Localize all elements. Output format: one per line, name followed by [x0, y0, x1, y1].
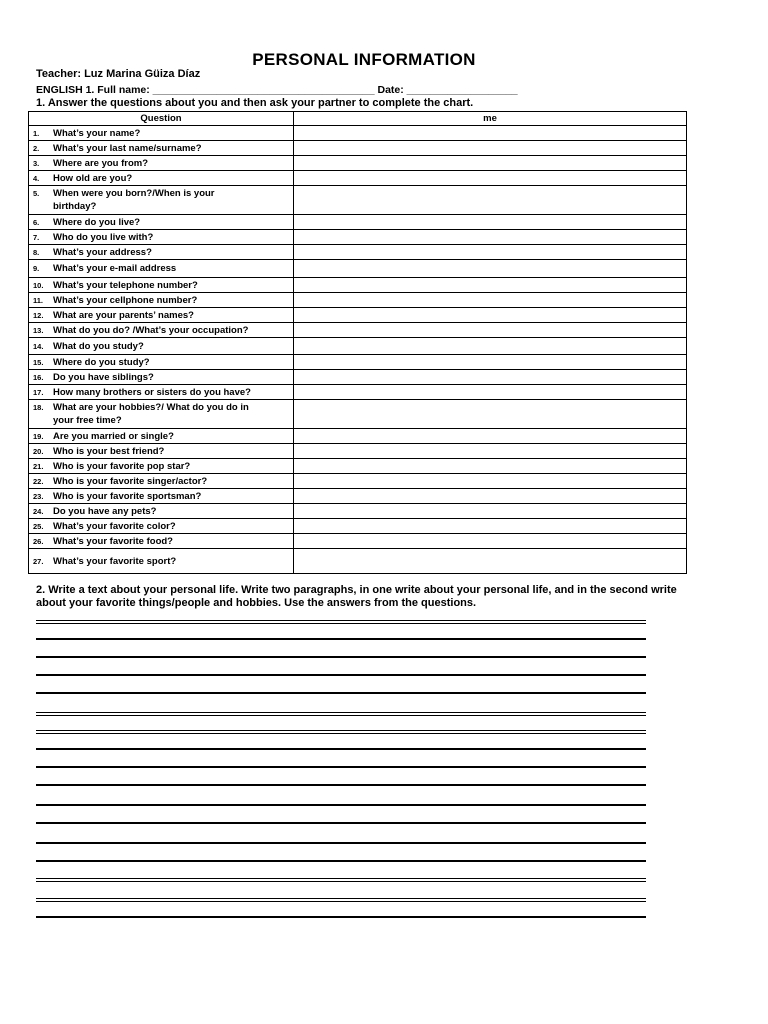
writing-line[interactable] — [36, 804, 646, 806]
table-row — [29, 549, 687, 574]
question-text: What’s your telephone number? — [53, 279, 198, 291]
question-text: What are your hobbies?/ What do you do in — [53, 402, 249, 413]
question-text-continued: your free time? — [53, 415, 122, 426]
question-number: 13. — [33, 325, 44, 335]
answer-cell[interactable] — [294, 549, 687, 574]
question-number: 18. — [33, 403, 44, 412]
table-row — [29, 308, 687, 323]
question-cell — [29, 534, 294, 549]
answer-cell[interactable] — [294, 519, 687, 534]
question-cell — [29, 355, 294, 370]
question-number: 14. — [33, 341, 44, 351]
question-number: 22. — [33, 476, 44, 486]
question-cell — [29, 230, 294, 245]
question-text: Are you married or single? — [53, 430, 174, 442]
table-row — [29, 504, 687, 519]
writing-line[interactable] — [36, 692, 646, 694]
answer-cell[interactable] — [294, 323, 687, 338]
answer-cell[interactable] — [294, 534, 687, 549]
question-number: 6. — [33, 217, 40, 227]
table-row — [29, 400, 687, 429]
section2-instruction: 2. Write a text about your personal life. Write two paragraphs, in one write about your personal life, and in the second write about your favorite things/people and hobbies. Use the answers from the questions. — [36, 584, 677, 609]
question-number: 5. — [33, 189, 40, 198]
answer-cell[interactable] — [294, 245, 687, 260]
answer-cell[interactable] — [294, 429, 687, 444]
writing-line[interactable] — [36, 860, 646, 862]
writing-line[interactable] — [36, 712, 646, 713]
question-number: 21. — [33, 461, 44, 471]
question-text-continued: birthday? — [53, 201, 97, 212]
table-row — [29, 459, 687, 474]
question-number: 10. — [33, 280, 44, 290]
question-number: 11. — [33, 295, 44, 305]
writing-line[interactable] — [36, 638, 646, 640]
question-text: When were you born?/When is your — [53, 188, 215, 199]
question-text: Who do you live with? — [53, 231, 154, 243]
answer-cell[interactable] — [294, 504, 687, 519]
question-number: 16. — [33, 372, 44, 382]
question-text: What’s your favorite food? — [53, 535, 173, 547]
question-number: 19. — [33, 431, 44, 441]
table-row — [29, 429, 687, 444]
answer-cell[interactable] — [294, 474, 687, 489]
question-cell — [29, 141, 294, 156]
question-cell — [29, 385, 294, 400]
table-row — [29, 171, 687, 186]
question-text: How old are you? — [53, 172, 133, 184]
answer-cell[interactable] — [294, 400, 687, 429]
answer-cell[interactable] — [294, 156, 687, 171]
answer-cell[interactable] — [294, 141, 687, 156]
table-row — [29, 245, 687, 260]
question-cell — [29, 489, 294, 504]
answer-cell[interactable] — [294, 126, 687, 141]
writing-line[interactable] — [36, 842, 646, 844]
personal-info-table — [28, 111, 687, 574]
table-row — [29, 385, 687, 400]
question-text: Do you have any pets? — [53, 505, 157, 517]
answer-cell[interactable] — [294, 171, 687, 186]
question-cell — [29, 308, 294, 323]
question-number: 27. — [33, 556, 44, 566]
page-title: PERSONAL INFORMATION — [252, 50, 476, 69]
question-cell — [29, 429, 294, 444]
answer-cell[interactable] — [294, 186, 687, 215]
table-row — [29, 186, 687, 215]
question-number: 25. — [33, 521, 44, 531]
answer-cell[interactable] — [294, 338, 687, 355]
writing-line[interactable] — [36, 730, 646, 731]
table-row — [29, 156, 687, 171]
question-cell — [29, 278, 294, 293]
question-text: What are your parents’ names? — [53, 309, 194, 321]
answer-cell[interactable] — [294, 278, 687, 293]
question-text: Who is your best friend? — [53, 445, 165, 457]
question-text: What do you do? /What’s your occupation? — [53, 324, 249, 336]
question-text: Who is your favorite pop star? — [53, 460, 191, 472]
table-row — [29, 141, 687, 156]
table-row — [29, 444, 687, 459]
question-number: 3. — [33, 158, 40, 168]
question-cell — [29, 370, 294, 385]
question-number: 2. — [33, 143, 40, 153]
table-row — [29, 230, 687, 245]
table-body — [29, 126, 687, 574]
question-text: What’s your e-mail address — [53, 263, 177, 274]
answer-cell[interactable] — [294, 355, 687, 370]
question-cell — [29, 444, 294, 459]
question-cell — [29, 156, 294, 171]
question-number: 26. — [33, 536, 44, 546]
question-cell — [29, 400, 294, 429]
table-row — [29, 260, 687, 278]
question-cell — [29, 293, 294, 308]
writing-line[interactable] — [36, 766, 646, 768]
question-cell — [29, 338, 294, 355]
answer-cell[interactable] — [294, 444, 687, 459]
table-row — [29, 293, 687, 308]
answer-cell[interactable] — [294, 385, 687, 400]
teacher-line: Teacher: Luz Marina Güiza Díaz — [36, 68, 201, 80]
answer-cell[interactable] — [294, 293, 687, 308]
question-text: Where are you from? — [53, 157, 149, 169]
table-row — [29, 126, 687, 141]
table-row — [29, 215, 687, 230]
question-cell — [29, 186, 294, 215]
answer-cell[interactable] — [294, 459, 687, 474]
writing-line[interactable] — [36, 784, 646, 786]
table-header-row — [29, 112, 687, 126]
question-text: What’s your cellphone number? — [53, 294, 198, 306]
column-header-me: me — [294, 112, 687, 126]
question-text: Where do you study? — [53, 356, 150, 368]
question-cell — [29, 549, 294, 574]
writing-line[interactable] — [36, 620, 646, 621]
question-number: 20. — [33, 446, 44, 456]
question-text: Who is your favorite sportsman? — [53, 490, 202, 502]
column-header-question: Question — [29, 112, 294, 126]
question-text: How many brothers or sisters do you have? — [53, 386, 251, 398]
question-number: 8. — [33, 247, 40, 257]
table-row — [29, 519, 687, 534]
question-number: 23. — [33, 491, 44, 501]
question-cell — [29, 215, 294, 230]
answer-cell[interactable] — [294, 230, 687, 245]
question-number: 15. — [33, 357, 44, 367]
answer-cell[interactable] — [294, 370, 687, 385]
table-row — [29, 534, 687, 549]
question-cell — [29, 260, 294, 278]
answer-cell[interactable] — [294, 260, 687, 278]
answer-cell[interactable] — [294, 215, 687, 230]
question-cell — [29, 171, 294, 186]
question-text: What’s your favorite sport? — [53, 555, 177, 567]
question-text: What do you study? — [53, 340, 144, 352]
question-text: Who is your favorite singer/actor? — [53, 475, 208, 487]
question-text: What’s your favorite color? — [53, 520, 176, 532]
question-text: Where do you live? — [53, 216, 141, 228]
question-number: 17. — [33, 387, 44, 397]
writing-line[interactable] — [36, 822, 646, 824]
question-text: Do you have siblings? — [53, 371, 154, 383]
table-row — [29, 323, 687, 338]
question-cell — [29, 504, 294, 519]
writing-line[interactable] — [36, 656, 646, 658]
answer-cell[interactable] — [294, 308, 687, 323]
question-cell — [29, 126, 294, 141]
question-number: 24. — [33, 506, 44, 516]
table-row — [29, 370, 687, 385]
question-number: 7. — [33, 232, 40, 242]
writing-line[interactable] — [36, 748, 646, 750]
table-row — [29, 355, 687, 370]
question-number: 12. — [33, 310, 44, 320]
writing-line[interactable] — [36, 916, 646, 918]
writing-line[interactable] — [36, 674, 646, 676]
table-row — [29, 474, 687, 489]
question-number: 4. — [33, 173, 40, 183]
table-row — [29, 278, 687, 293]
table-row — [29, 489, 687, 504]
question-cell — [29, 474, 294, 489]
question-cell — [29, 459, 294, 474]
section1-instruction: 1. Answer the questions about you and then ask your partner to complete the chart. — [36, 97, 474, 109]
table-row — [29, 338, 687, 355]
question-text: What’s your address? — [53, 246, 152, 258]
writing-line[interactable] — [36, 898, 646, 899]
question-number: 1. — [33, 128, 40, 138]
name-date-line: ENGLISH 1. Full name: ______________________________________ Date: ___________________ — [36, 84, 518, 96]
question-cell — [29, 519, 294, 534]
question-cell — [29, 245, 294, 260]
question-cell — [29, 323, 294, 338]
question-number: 9. — [33, 264, 40, 273]
question-text: What’s your last name/surname? — [53, 142, 202, 154]
question-text: What’s your name? — [53, 127, 141, 139]
writing-line[interactable] — [36, 878, 646, 879]
answer-cell[interactable] — [294, 489, 687, 504]
